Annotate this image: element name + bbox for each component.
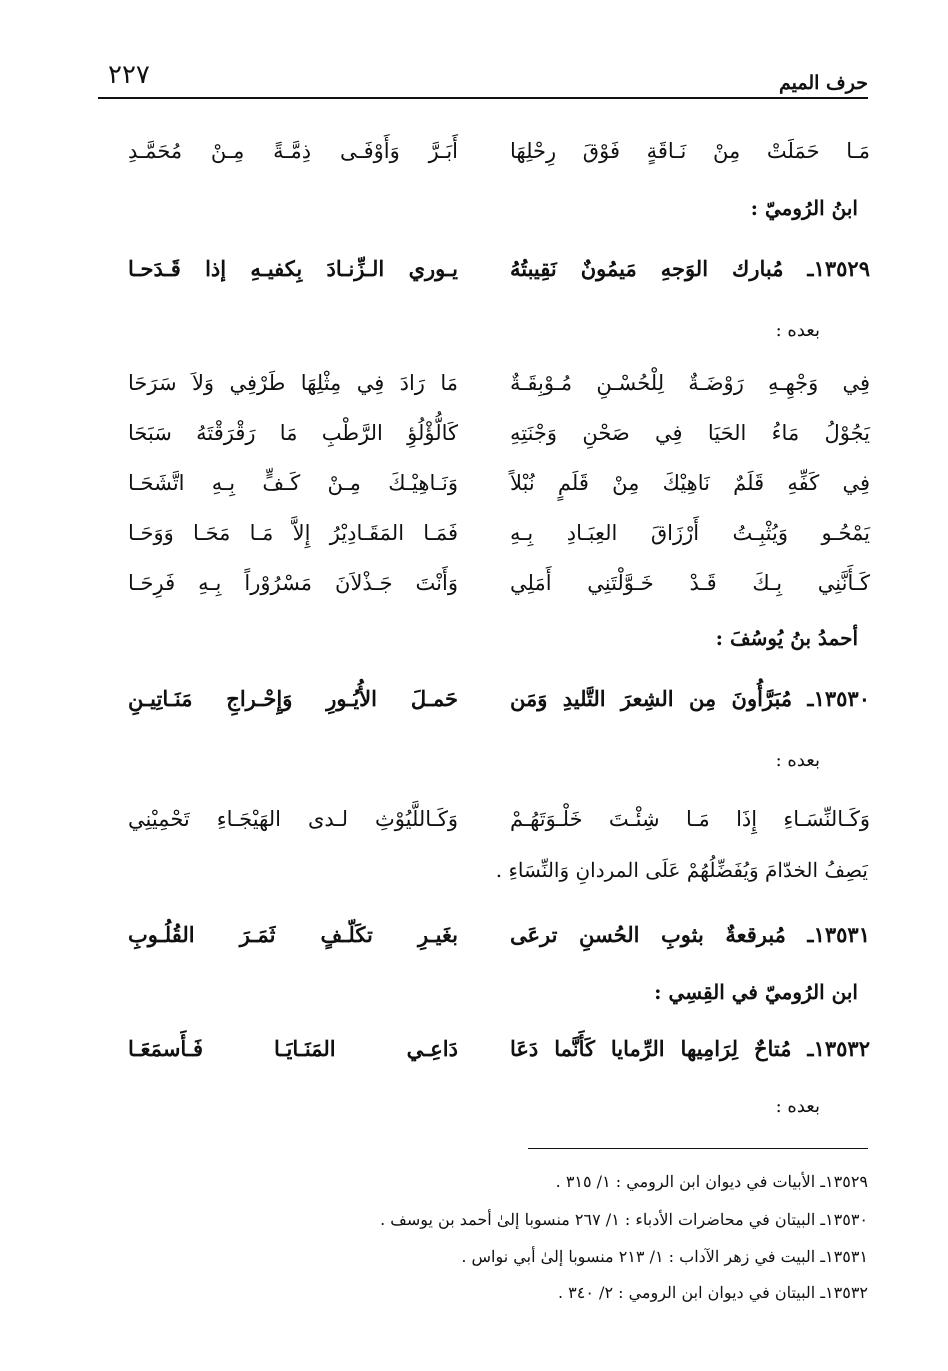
verse-hemistich-2: فَمَـا المَقَـادِيْرُ إِلاَّ مَـا مَحَـا وَوَحَـا [128,521,458,545]
poet-label: أحمدُ بنُ يُوسُفَ : [715,626,858,650]
verse-hemistich-1: ١٣٥٢٩ـ مُبارك الوَجهِ مَيمُونٌ نَقِيبتُهُ [510,256,870,281]
verse-hemistich-1: فِي كَفِّهِ قَلَمٌ نَاهِيْكَ مِنْ قَلَمٍ نُبْلاً [510,471,870,495]
footnote-rule [528,1148,868,1149]
verse-hemistich-2: بغَيـرِ تكَلّـفٍ ثَمَـرَ القُلُـوبِ [128,922,458,947]
after-note: بعده : [775,1096,820,1117]
verse-line [128,510,870,556]
header-rule [98,97,868,99]
poet-label: ابنُ الرُوميّ : [750,196,858,220]
after-note: بعده : [775,750,820,771]
verse-hemistich-1: ١٣٥٣٢ـ مُتاحٌ لِرَامِيها الرِّمايا كَأَنَّما دَعَا [510,1036,870,1061]
footnote: ١٣٥٣٢ـ البيتان في ديوان ابن الرومي : ٢/ ٣٤٠ . [558,1283,868,1302]
poet-label: ابن الرُوميّ في القِسِي : [654,980,858,1004]
verse-line [128,460,870,506]
verse-hemistich-2: حَمـلَ الأُيُـورِ وَإِحْـراجِ مَنَـاتِيـنِ [128,686,458,711]
verse-hemistich-2: وَنَـاهِيْـكَ مِـنْ كَـفٍّ بِـهِ اتَّشَحَـا [128,471,458,495]
verse-hemistich-1: مَـا حَمَلَتْ مِنْ نَـاقَةٍ فَوْقَ رِحْلِهَا [510,139,870,163]
after-note: بعده : [775,320,820,341]
verse-line [128,360,870,406]
footnote: ١٣٥٣١ـ البيت في زهر الآداب : ١/ ٢١٣ منسوبا إلىٰ أبي نواس . [461,1247,868,1266]
verse-hemistich-1: فِي وَجْهِـهِ رَوْضَـةٌ لِلْحُسْـنِ مُـوْبِقَـةٌ [510,371,870,395]
verse-hemistich-1: وَكَـالنِّسَـاءِ إِذَا مَـا شِئْـتَ خَلْـوَتَهُـمْ [510,807,870,831]
chapter-title: حرف الميم [779,72,868,94]
verse-line [128,796,870,842]
verse-hemistich-1: يَجُوْلُ مَاءُ الحَيَا فِي صَحْنِ وَجْنَتِهِ [510,421,870,445]
verse-line [128,560,870,606]
page-number: ٢٢٧ [108,60,150,90]
verse-hemistich-2: دَاعِـي المَنَـايَـا فَـأَسمَعَـا [128,1036,458,1061]
verse-line-numbered [128,912,870,958]
verse-hemistich-1: ١٣٥٣٠ـ مُبَرَّأُونَ مِن الشِعرَ التَّليدِ وَمَن [510,686,870,711]
verse-hemistich-2: وَكَـاللَّيُوْثِ لـدى الهَيْجَـاءِ تَحْمِيْنِي [128,807,458,831]
verse-line-numbered [128,1026,870,1072]
footnote: ١٣٥٢٩ـ الأبيات في ديوان ابن الرومي : ١/ ٣١٥ . [555,1172,868,1191]
verse-hemistich-2: يـوري الـزِّنـادَ بِكفيـهِ إذا قَـدَحـا [128,256,458,281]
footnote: ١٣٥٣٠ـ البيتان في محاضرات الأدباء : ١/ ٢٦٧ منسوبا إلىٰ أحمد بن يوسف . [380,1210,868,1229]
verse-line-numbered [128,246,870,292]
verse-hemistich-2: مَا رَادَ فِي مِثْلِهَا طَرْفِي وَلاَ سَرَحَا [128,371,458,395]
verse-hemistich-2: كَالُّؤْلُؤِ الرَّطْبِ مَا رَقْرَقْتَهُ سَبَحَا [128,421,458,445]
prose-comment: يَصِفُ الخدّامَ وَيُفَضِّلُهُمْ عَلَى المردانِ وَالنِّسَاءِ . [495,858,868,882]
verse-line [128,128,870,174]
page-header [98,58,868,98]
verse-hemistich-2: أَبَـرَّ وَأَوْفَـى ذِمَّـةً مِـنْ مُحَمَّـدِ [128,139,458,163]
verse-hemistich-2: وَأَنْتَ جَـذْلاَنَ مَسْرُوْراً بِـهِ فَرِحَـا [128,571,458,595]
verse-hemistich-1: يَمْحُـو وَيُثْبِـتُ أَرْزَاقَ العِبَـادِ بِـهِ [510,521,870,545]
verse-hemistich-1: كَـأَنَّنِي بِـكَ قَـدْ خَـوَّلْتَنِي أَمَلِي [510,571,870,595]
verse-line-numbered [128,676,870,722]
verse-hemistich-1: ١٣٥٣١ـ مُبرقعةٌ بثوبِ الحُسنِ ترعَى [510,922,870,947]
verse-line [128,410,870,456]
